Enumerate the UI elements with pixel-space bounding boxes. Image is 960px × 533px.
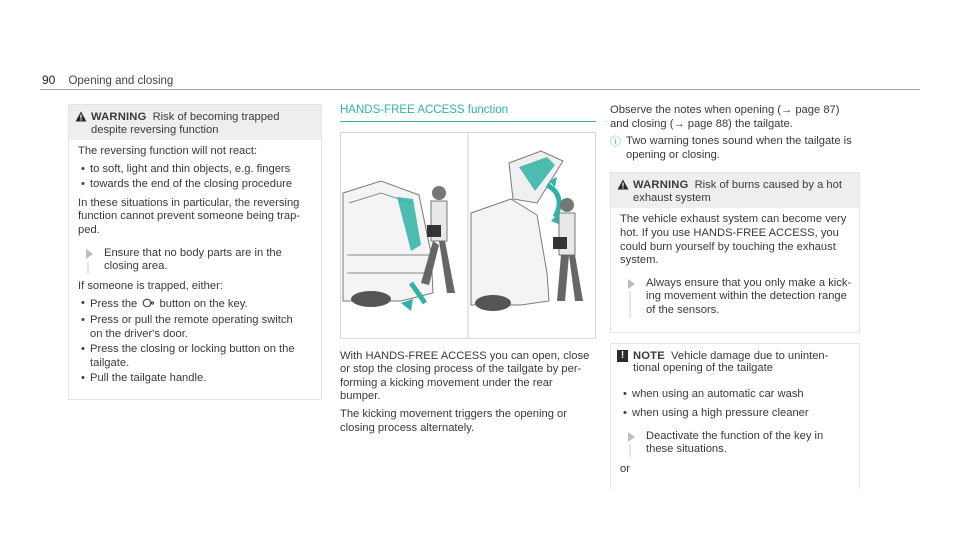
action-text: Always ensure that you only make a kick- — [646, 276, 852, 289]
warning-title-line1: Risk of becoming trapped — [152, 111, 280, 123]
list-item: • towards the end of the closing procedure — [78, 178, 314, 192]
warning-box-trapped — [68, 104, 322, 400]
warning-triangle-icon — [617, 179, 629, 190]
list-item: • when using an automatic car wash — [620, 388, 852, 402]
caption-line: bumper. — [340, 390, 381, 403]
column-1 — [68, 104, 322, 400]
warning-body — [611, 208, 859, 331]
note-box-vehicle-damage — [610, 343, 860, 489]
exclamation-icon: ! — [617, 350, 628, 362]
warning-body — [69, 140, 321, 399]
body-line: The kicking movement triggers the opening or — [340, 407, 567, 420]
warning-header — [611, 173, 859, 208]
action-text-line2: closing area. — [104, 260, 168, 273]
note-title-line2: tional opening of the tailgate — [633, 362, 773, 375]
action-step — [620, 430, 852, 457]
step-text: Pull the tailgate handle. — [90, 372, 207, 385]
page-header — [42, 74, 173, 88]
list-item — [78, 343, 314, 370]
list-item — [78, 372, 314, 386]
action-arrow-icon — [628, 432, 635, 442]
info-text-line1: Two warning tones sound when the tailgate is — [626, 135, 852, 148]
note-signal-word: NOTE — [633, 349, 665, 362]
body-line: closing process alternately. — [340, 421, 475, 434]
list-item — [78, 314, 314, 341]
note-title-line1: Vehicle damage due to uninten- — [671, 349, 829, 362]
warning-paragraph: In these situations in particular, the reversing function cannot prevent someone being trap-ped. — [78, 196, 301, 236]
illustration-hands-free-access — [340, 132, 596, 339]
column-3 — [610, 104, 860, 489]
warning-title-line2: exhaust system — [633, 191, 711, 204]
warning-triangle-icon — [75, 111, 87, 122]
action-text: Deactivate the function of the key in — [646, 429, 824, 442]
header-rule — [40, 89, 920, 90]
action-step — [620, 277, 852, 318]
caption-line: With HANDS-FREE ACCESS you can open, close — [340, 349, 590, 362]
warning-signal-word: WARNING — [633, 179, 689, 192]
step-text: Press the closing or locking button on the — [90, 343, 295, 356]
action-text-line1: Ensure that no body parts are in the — [104, 246, 282, 259]
body-line: hot. If you use HANDS-FREE ACCESS, you — [620, 226, 839, 239]
caption-line: or stop the closing process of the tailgate by per- — [340, 363, 582, 376]
action-bar — [629, 444, 631, 457]
action-arrow-icon — [628, 279, 635, 289]
step-text: button on the key. — [159, 298, 248, 311]
action-arrow-icon — [86, 249, 93, 259]
warning-signal-word: WARNING — [91, 111, 147, 123]
step-text: tailgate. — [90, 356, 130, 369]
illustration-svg — [341, 133, 595, 338]
warning-bullets — [78, 163, 314, 192]
note-bullets — [620, 388, 852, 421]
intro-line: and closing (→ page 88) the tailgate. — [610, 117, 793, 130]
or-text: or — [620, 462, 630, 475]
action-bar — [87, 261, 89, 274]
step-text: on the driver's door. — [90, 327, 188, 340]
body-line: could burn yourself by touching the exhaust — [620, 240, 836, 253]
key-button-icon: ⧂ — [142, 296, 155, 311]
info-text-line2: opening or closing. — [626, 148, 720, 161]
warning-title-line1: Risk of burns caused by a hot — [694, 179, 842, 192]
warning-box-burns — [610, 172, 860, 332]
note-body — [611, 379, 859, 489]
list-item: • when using a high pressure cleaner — [620, 407, 852, 421]
body-line: The vehicle exhaust system can become very — [620, 213, 847, 226]
action-text: these situations. — [646, 443, 727, 456]
warning-title-line2: despite reversing function — [91, 123, 219, 136]
if-trapped-text: If someone is trapped, either: — [78, 279, 223, 292]
action-step — [78, 247, 314, 274]
trapped-steps — [78, 297, 314, 386]
list-item: • to soft, light and thin objects, e.g. fingers — [78, 163, 314, 177]
info-note — [610, 135, 860, 162]
page-number: 90 — [42, 73, 56, 87]
column-2 — [340, 104, 596, 439]
caption-line: forming a kicking movement under the rear — [340, 376, 553, 389]
action-text: of the sensors. — [646, 303, 720, 316]
section-title: HANDS-FREE ACCESS function — [340, 104, 596, 122]
step-text: Press or pull the remote operating switch — [90, 313, 293, 326]
note-header — [611, 344, 859, 379]
step-text: Press the — [90, 298, 138, 311]
list-item — [78, 297, 314, 312]
action-text: ing movement within the detection range — [646, 290, 847, 303]
info-icon: ⓘ — [610, 136, 621, 149]
action-bar — [629, 291, 631, 318]
warning-intro: The reversing function will not react: — [78, 145, 258, 157]
intro-line: Observe the notes when opening (→ page 87) — [610, 104, 840, 116]
body-line: system. — [620, 254, 659, 267]
warning-header — [69, 105, 321, 140]
page-title: Opening and closing — [68, 75, 174, 87]
